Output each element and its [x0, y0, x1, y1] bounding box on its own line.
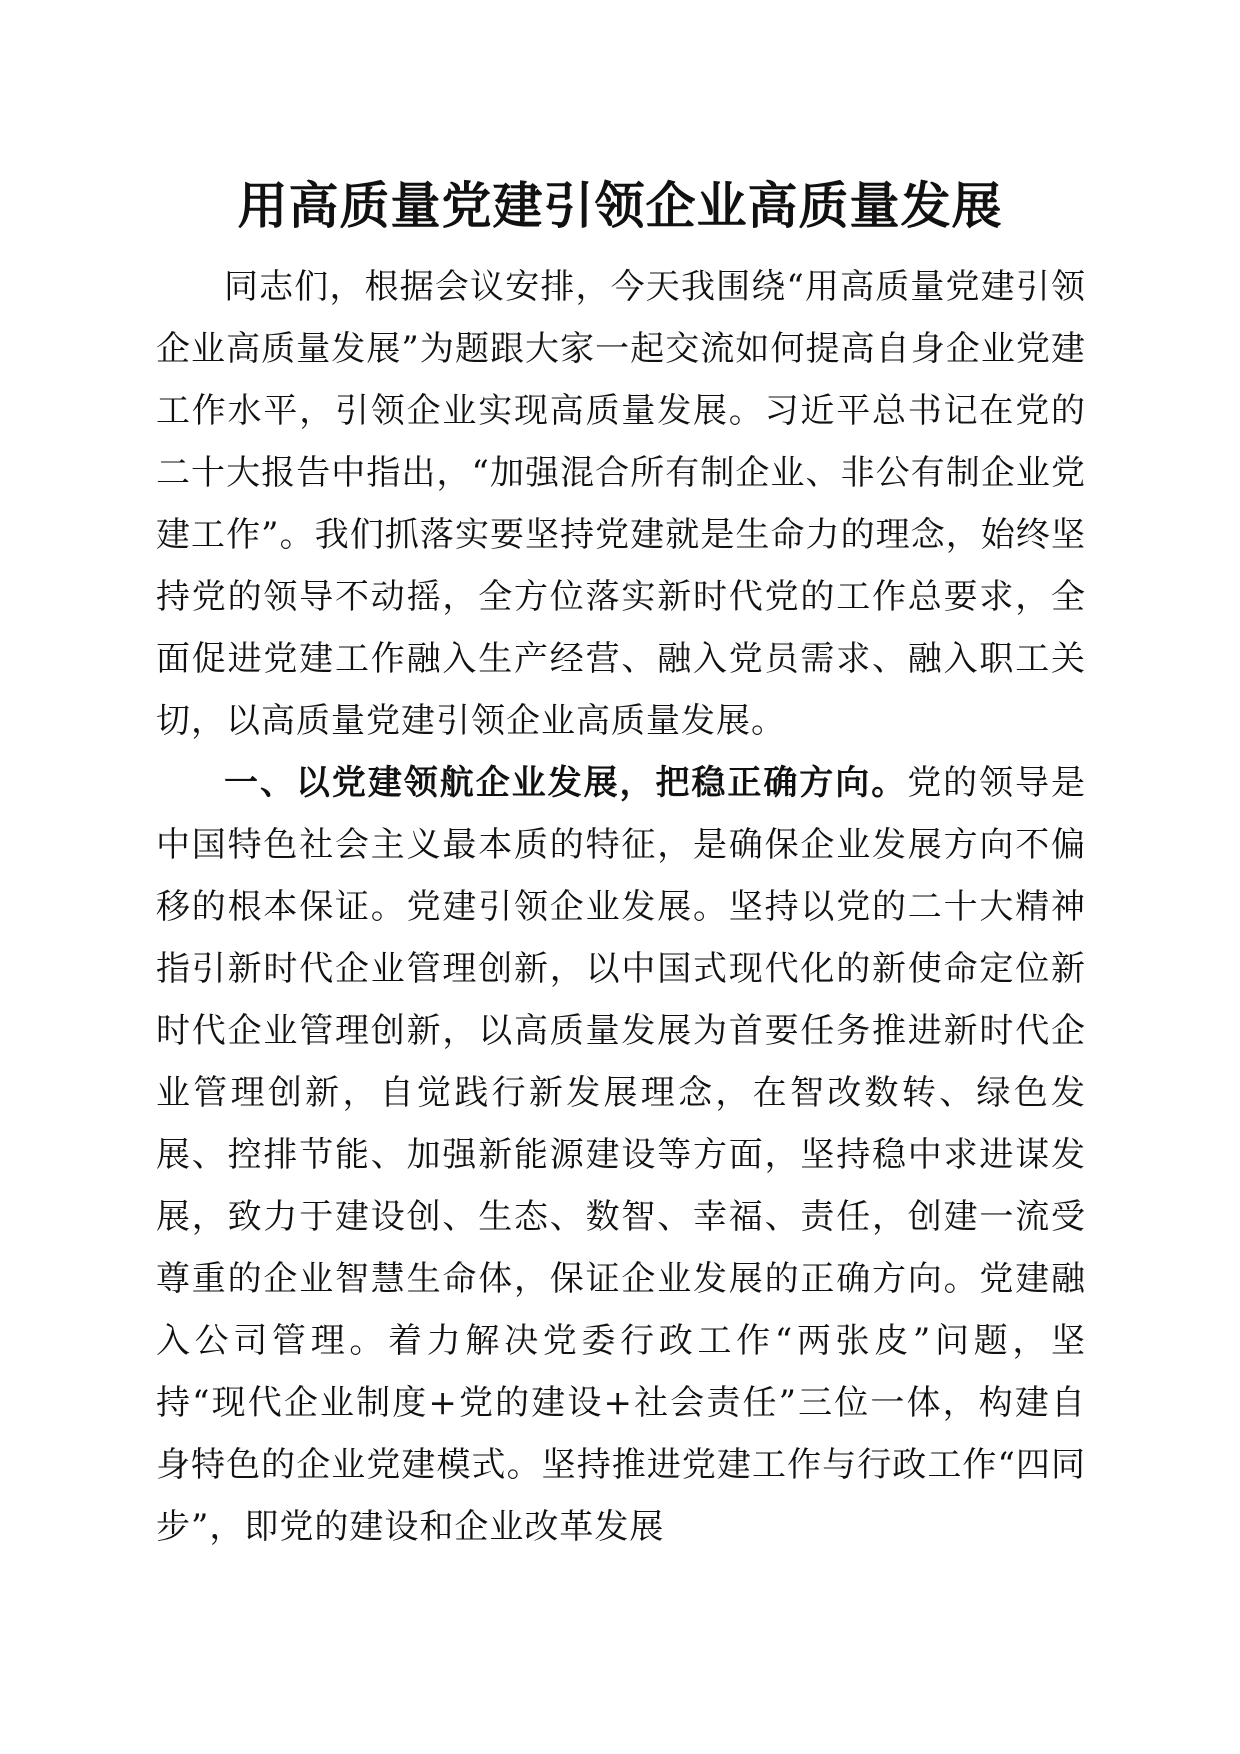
paragraph-intro	[156, 256, 1086, 752]
document-title: 用高质量党建引领企业高质量发展	[237, 176, 1003, 235]
paragraph-section-one	[156, 752, 1086, 1558]
paragraph-intro-text: 同志们，根据会议安排，今天我围绕“用高质量党建引领企业高质量发展”为题跟大家一起交流如何提高自身企业党建工作水平，引领企业实现高质量发展。习近平总书记在党的二十大报告中指出，“加强混合所有制企业、非公有制企业党建工作”。我们抓落实要坚持党建就是生命力的理念，始终坚持党的领导不动摇，全方位落实新时代党的工作总要求，全面促进党建工作融入生产经营、融入党员需求、融入职工关切，以高质量党建引领企业高质量发展。	[156, 267, 1086, 741]
document-body	[156, 256, 1086, 1558]
section-one-text: 党的领导是中国特色社会主义最本质的特征，是确保企业发展方向不偏移的根本保证。党建引领企业发展。坚持以党的二十大精神指引新时代企业管理创新，以中国式现代化的新使命定位新时代企业管理创新，以高质量发展为首要任务推进新时代企业管理创新，自觉践行新发展理念，在智改数转、绿色发展、控排节能、加强新能源建设等方面，坚持稳中求进谋发展，致力于建设创、生态、数智、幸福、责任，创建一流受尊重的企业智慧生命体，保证企业发展的正确方向。党建融入公司管理。着力解决党委行政工作“两张皮”问题，坚持“现代企业制度+党的建设+社会责任”三位一体，构建自身特色的企业党建模式。坚持推进党建工作与行政工作“四同步”，即党的建设和企业改革发展	[156, 763, 1087, 1547]
section-one-heading: 一、以党建领航企业发展，把稳正确方向。	[224, 763, 908, 803]
